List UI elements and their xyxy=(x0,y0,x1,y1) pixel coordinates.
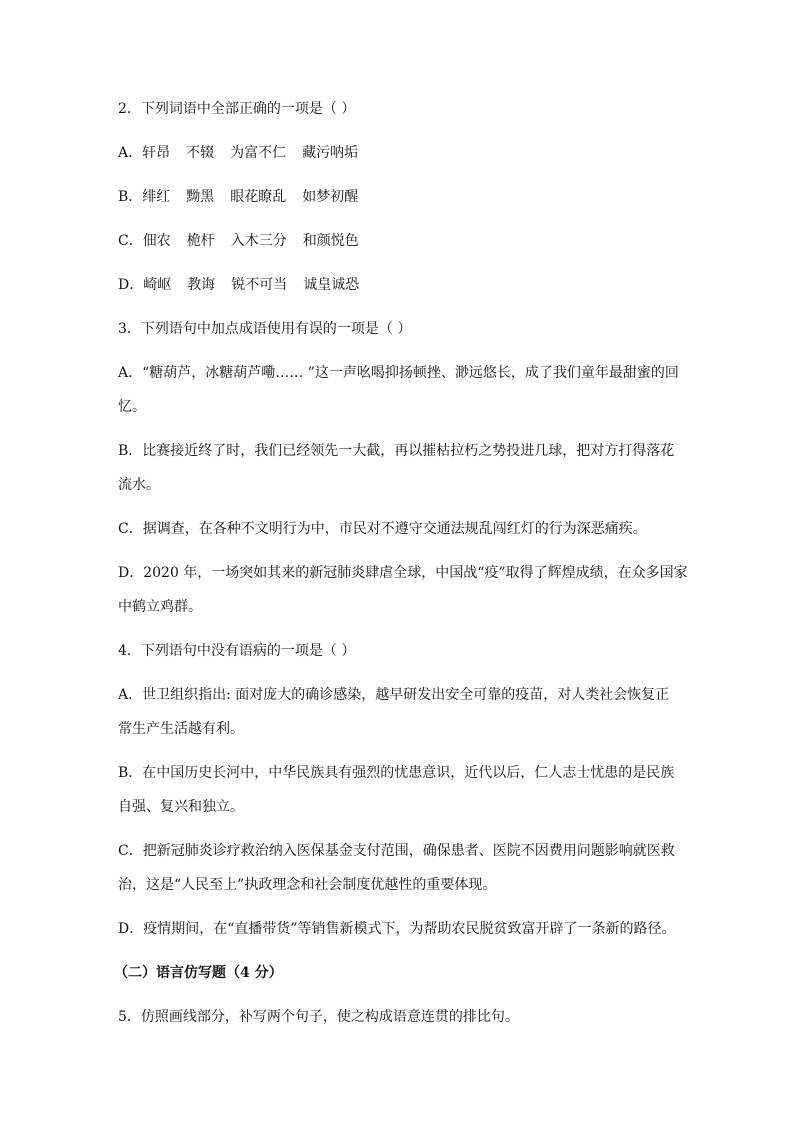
exam-page xyxy=(114,98,688,1028)
term: 绯红 xyxy=(142,189,171,205)
q3-option-b-line2: 流水。 xyxy=(118,477,160,493)
q2-option-a xyxy=(118,142,678,164)
term: 诚皇诚恐 xyxy=(303,277,360,293)
section-title: （二）语言仿写题（4 分） xyxy=(114,965,283,981)
term: 教诲 xyxy=(187,277,216,293)
term: 不辍 xyxy=(186,145,215,161)
term: 眼花瞭乱 xyxy=(230,189,287,205)
q4-option-a-line2: 常生产生活越有利。 xyxy=(118,721,244,737)
q3-option-d-line1: D．2020 年，一场突如其来的新冠肺炎肆虐全球，中国战“疫”取得了辉煌成绩，在众多国家 xyxy=(118,565,688,581)
term: 入木三分 xyxy=(230,233,287,249)
term: 锐不可当 xyxy=(231,277,288,293)
term: 崎岖 xyxy=(143,277,172,293)
term: 和颜悦色 xyxy=(302,233,359,249)
question-4-stem: 4．下列语句中没有语病的一项是（ ） xyxy=(118,643,356,659)
q2-option-c xyxy=(118,230,678,252)
q3-option-d-line2: 中鹤立鸡群。 xyxy=(118,599,202,615)
question-2-stem: 2．下列词语中全部正确的一项是（ ） xyxy=(118,101,356,117)
q3-option-c: C．据调查，在各种不文明行为中，市民对不遵守交通法规乱闯红灯的行为深恶痛疾。 xyxy=(118,521,647,537)
q2-option-b xyxy=(118,186,678,208)
option-prefix: A． xyxy=(118,145,143,161)
option-prefix: B． xyxy=(118,189,143,205)
option-prefix: C． xyxy=(118,233,143,249)
q4-option-a-line1: A．世卫组织指出: 面对庞大的确诊感染，越早研发出安全可靠的疫苗，对人类社会恢复正 xyxy=(118,687,670,703)
q3-option-b-line1: B．比赛接近终了时，我们已经领先一大截，再以摧枯拉朽之势投进几球，把对方打得落花 xyxy=(118,443,675,459)
term: 藏污呐垢 xyxy=(302,145,359,161)
question-3-stem: 3．下列语句中加点成语使用有误的一项是（ ） xyxy=(118,321,412,337)
q4-option-c-line1: C．把新冠肺炎诊疗救治纳入医保基金支付范围，确保患者、医院不因费用问题影响就医救 xyxy=(118,843,675,859)
q4-option-b-line1: B．在中国历史长河中，中华民族具有强烈的忧患意识，近代以后，仁人志士忧患的是民族 xyxy=(118,765,675,781)
q4-option-d: D．疫情期间，在“直播带货”等销售新模式下，为帮助农民脱贫致富开辟了一条新的路径。 xyxy=(118,921,676,937)
q2-option-d xyxy=(118,274,678,296)
term: 黝黑 xyxy=(186,189,215,205)
term: 桅杆 xyxy=(186,233,215,249)
q4-option-c-line2: 治，这是“人民至上”执政理念和社会制度优越性的重要体现。 xyxy=(118,877,497,893)
option-prefix: D． xyxy=(118,277,144,293)
term: 如梦初醒 xyxy=(302,189,359,205)
term: 为富不仁 xyxy=(230,145,287,161)
question-5-stem: 5．仿照画线部分，补写两个句子，使之构成语意连贯的排比句。 xyxy=(118,1009,519,1025)
term: 轩昂 xyxy=(142,145,171,161)
q3-option-a-line1: A．“糖葫芦，冰糖葫芦嘞…… ”这一声吆喝抑扬顿挫、渺远悠长，成了我们童年最甜蜜的回 xyxy=(118,365,679,381)
term: 佃农 xyxy=(142,233,171,249)
q4-option-b-line2: 自强、复兴和独立。 xyxy=(118,799,244,815)
q3-option-a-line2: 忆。 xyxy=(118,399,146,415)
